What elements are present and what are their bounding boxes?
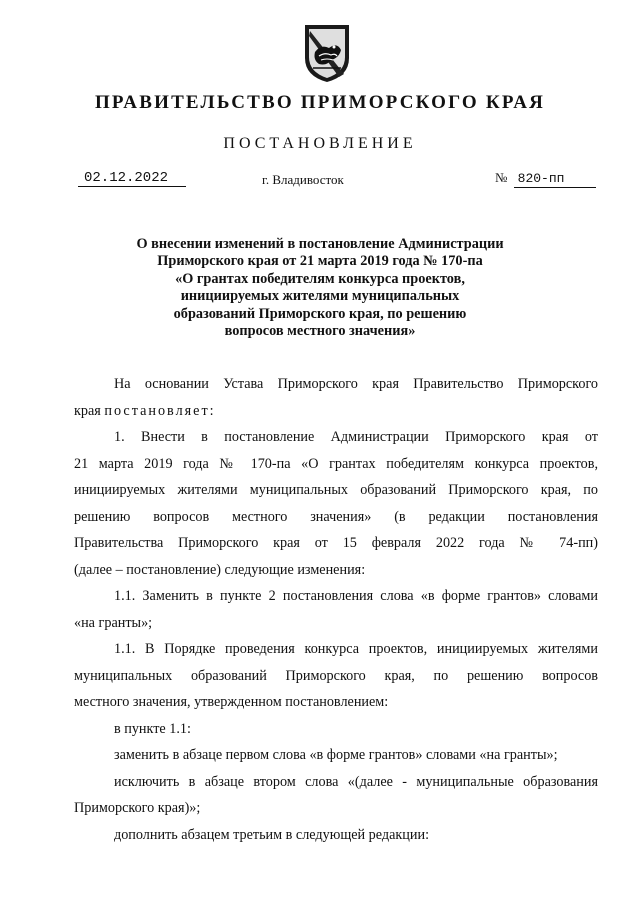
document-number-block <box>495 170 596 188</box>
body-text: края <box>74 402 105 419</box>
title-line: образований Приморского края, по решению <box>173 305 467 322</box>
body-line: 1.1. Заменить в пункте 2 постановления слова «в форме грантов» словами <box>114 588 598 604</box>
number-label: № <box>495 170 508 185</box>
title-line: вопросов местного значения» <box>224 323 416 340</box>
body-line: Приморского края)»; <box>74 800 201 816</box>
resolution-word: постановляет <box>104 402 210 419</box>
document-city: г. Владивосток <box>262 172 344 187</box>
body-line: 1.1. В Порядке проведения конкурса проектов, инициируемых жителями <box>114 641 598 657</box>
body-line: дополнить абзацем третьим в следующей редакции: <box>114 826 430 843</box>
document-date: 02.12.2022 <box>78 170 186 187</box>
body-line: решению вопросов местного значения» (в редакции постановления <box>74 508 598 525</box>
body-line: 1. Внести в постановление Администрации Приморского края от <box>114 429 598 445</box>
document-number: 820-пп <box>514 171 596 188</box>
title-line: «О грантах победителям конкурса проектов, <box>175 270 465 287</box>
document-type: ПОСТАНОВЛЕНИЕ <box>223 135 417 152</box>
body-line: (далее – постановление) следующие изменения: <box>74 561 366 578</box>
body-line: «на гранты»; <box>74 614 153 631</box>
body-line: заменить в абзаце первом слова «в форме грантов» словами «на гранты»; <box>114 747 558 763</box>
document-body <box>74 371 598 848</box>
body-text: : <box>209 402 214 419</box>
title-line: инициируемых жителями муниципальных <box>180 288 460 305</box>
body-line: исключить в абзаце втором слова «(далее - муниципальные образования <box>114 773 598 790</box>
body-line: местного значения, утвержденном постановлением: <box>74 694 389 710</box>
title-line: О внесении изменений в постановление Администрации <box>136 236 504 252</box>
body-line: 21 марта 2019 года № 170-па «О грантах победителям конкурса проектов, <box>74 455 598 472</box>
body-line: в пункте 1.1: <box>114 720 191 737</box>
body-line: На основании Устава Приморского края Правительство Приморского <box>114 376 598 392</box>
coat-of-arms-emblem <box>301 22 353 84</box>
document-title <box>100 236 540 340</box>
body-line: муниципальных образований Приморского края, по решению вопросов <box>74 667 598 684</box>
title-line: Приморского края от 21 марта 2019 года № 170-па <box>157 253 483 270</box>
government-name: ПРАВИТЕЛЬСТВО ПРИМОРСКОГО КРАЯ <box>94 92 546 113</box>
body-line: Правительства Приморского края от 15 февраля 2022 года № 74-пп) <box>74 535 598 551</box>
body-line: инициируемых жителями муниципальных образований Приморского края, по <box>74 482 598 498</box>
body-line <box>74 398 598 425</box>
